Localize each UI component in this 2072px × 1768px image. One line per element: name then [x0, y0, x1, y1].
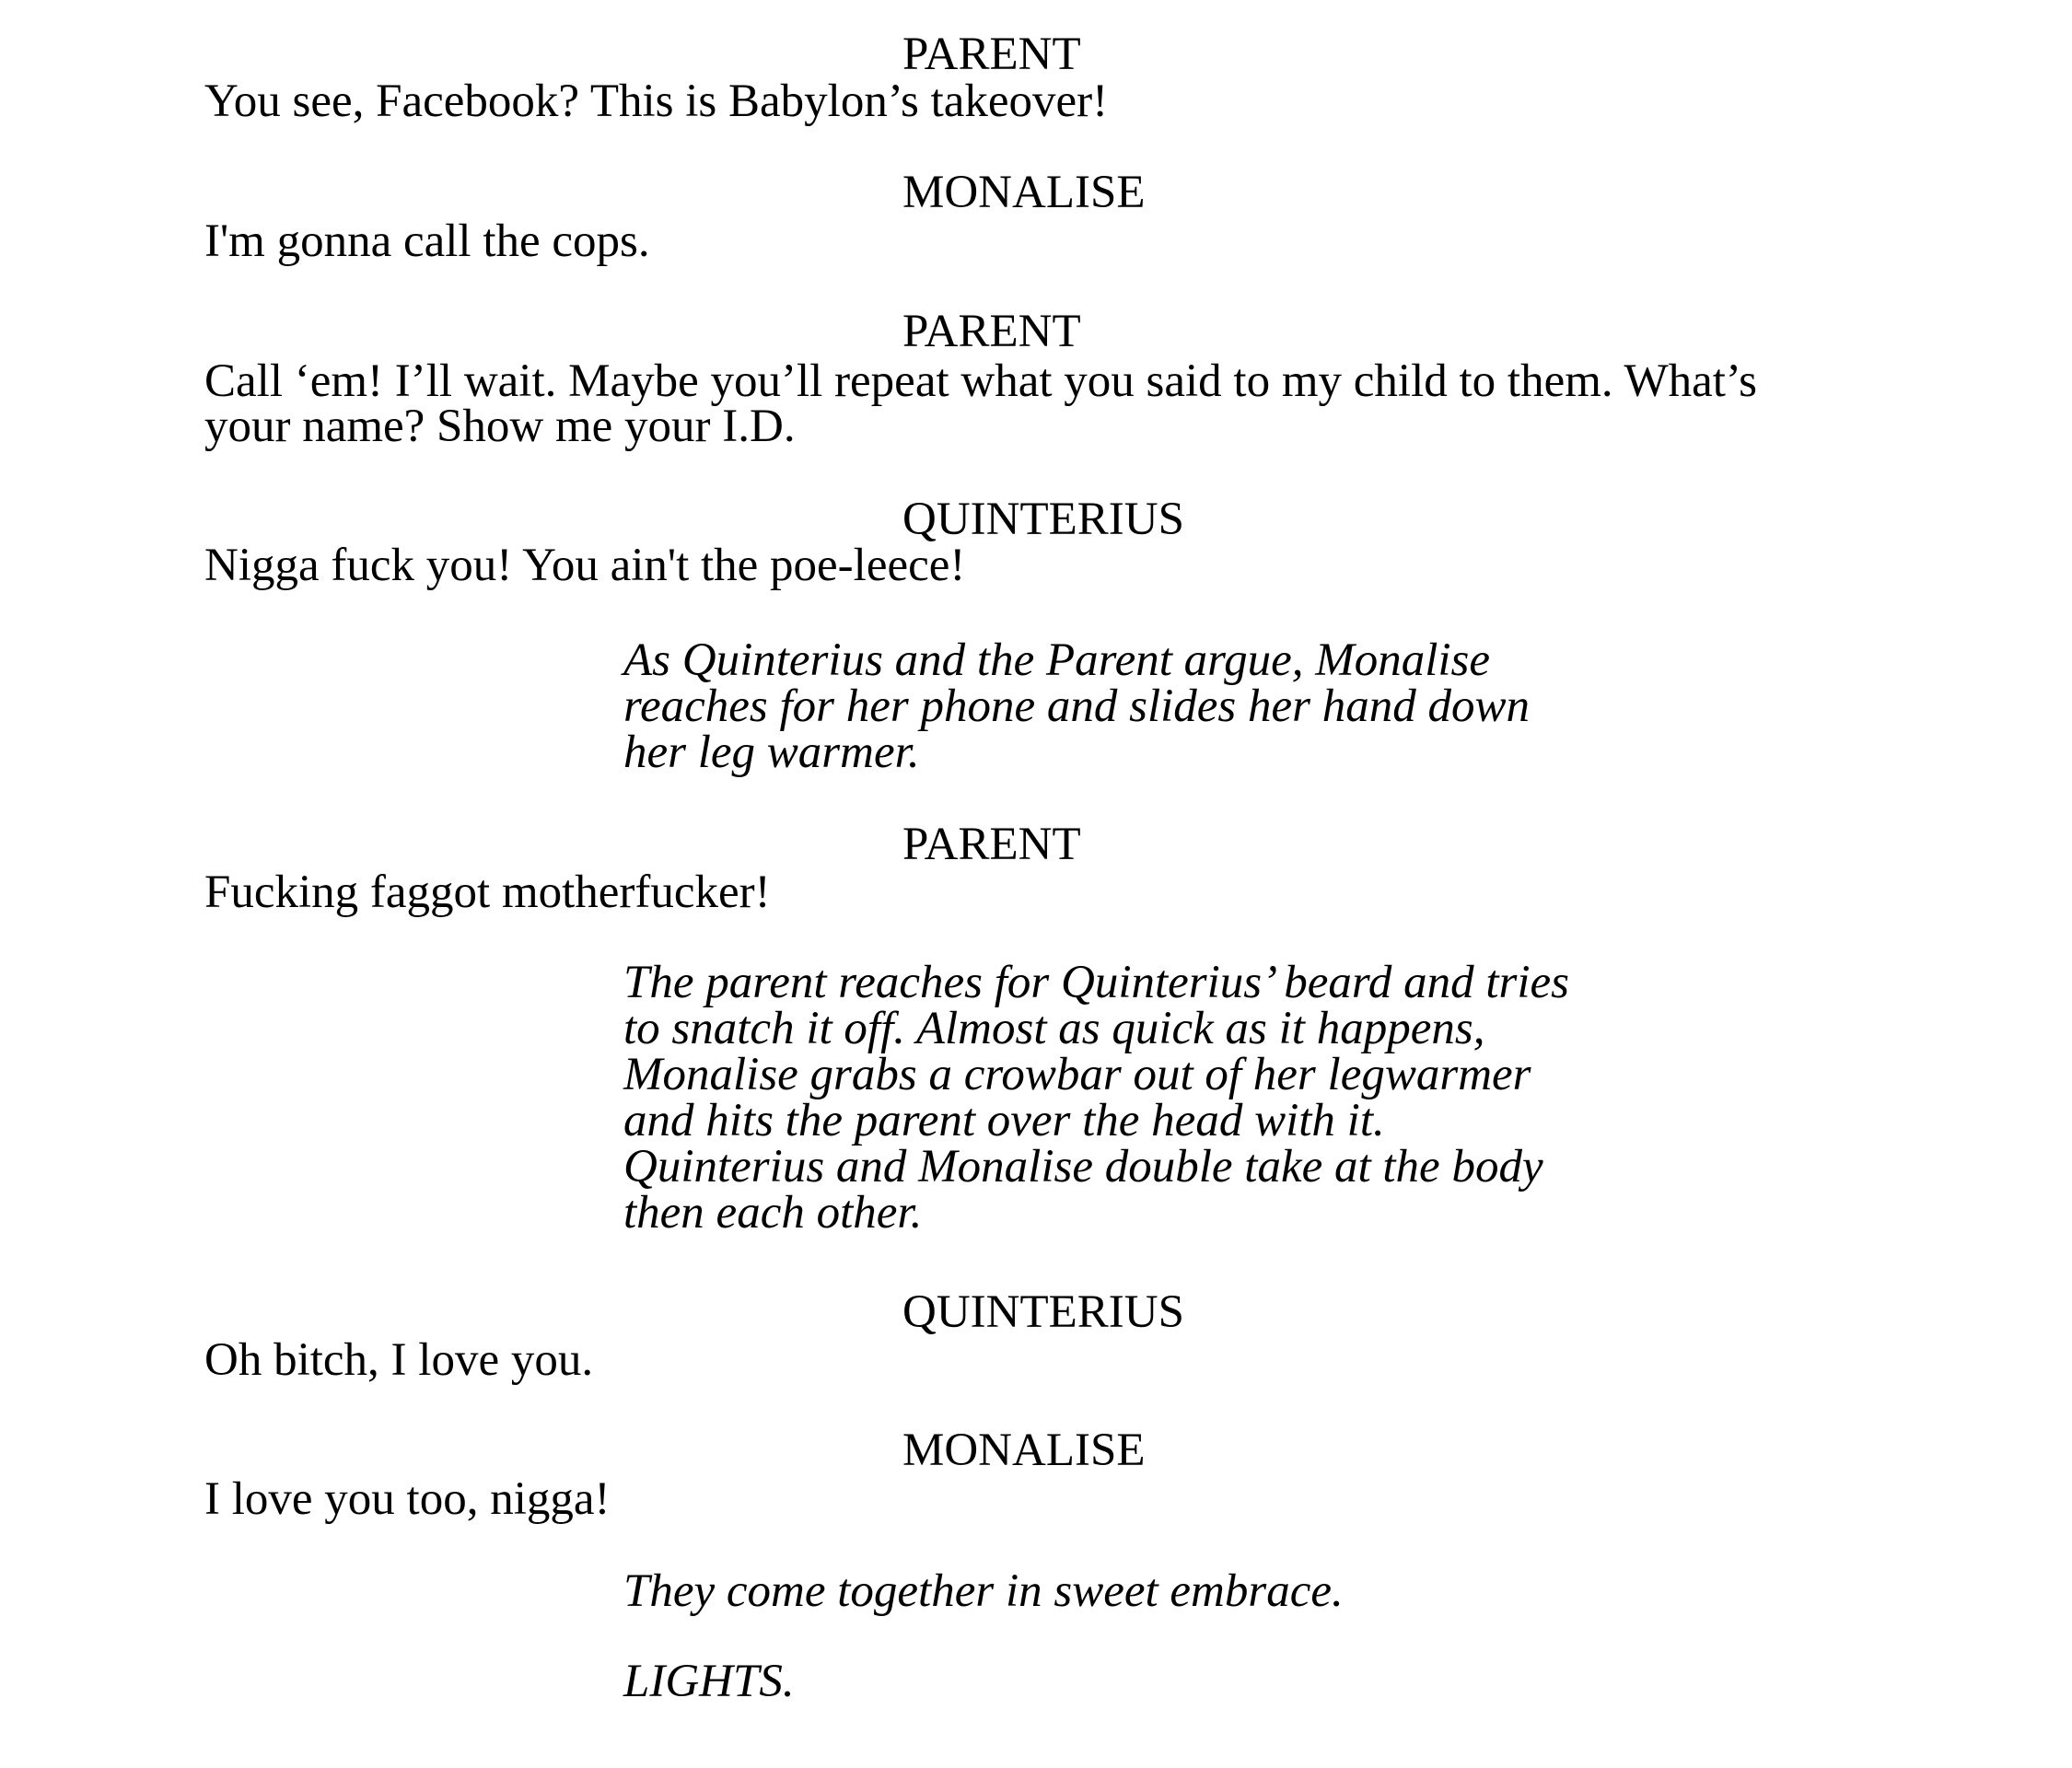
stage-direction	[623, 634, 1729, 778]
character-name-monalise: MONALISE	[902, 167, 1146, 218]
dialogue-quinterius-2	[204, 1334, 1844, 1386]
direction-line: LIGHTS.	[623, 1656, 795, 1707]
dialogue-parent-1	[204, 76, 1844, 127]
character-name-parent: PARENT	[902, 29, 1081, 80]
stage-direction	[623, 957, 1729, 1239]
dialogue-parent-3	[204, 867, 1844, 918]
stage-direction	[623, 1565, 1729, 1617]
direction-line: and hits the parent over the head with it.	[623, 1095, 1385, 1146]
direction-line: reaches for her phone and slides her hand down	[623, 680, 1531, 732]
dialogue-quinterius-1	[204, 540, 1844, 591]
stage-direction-lights	[623, 1656, 1729, 1707]
dialogue-parent-2	[204, 355, 1844, 452]
direction-line: The parent reaches for Quinterius’ beard and tries	[623, 957, 1569, 1008]
direction-line: Quinterius and Monalise double take at the body	[623, 1141, 1543, 1192]
dialogue-line: Fucking faggot motherfucker!	[204, 867, 771, 918]
dialogue-line: I'm gonna call the cops.	[204, 215, 650, 267]
dialogue-line: You see, Facebook? This is Babylon’s takeover!	[204, 76, 1109, 127]
direction-line: They come together in sweet embrace.	[623, 1565, 1344, 1617]
dialogue-line: Call ‘em! I’ll wait. Maybe you’ll repeat what you said to my child to them. What’s	[204, 355, 1757, 407]
character-name-monalise: MONALISE	[902, 1425, 1146, 1476]
dialogue-line: Nigga fuck you! You ain't the poe-leece!	[204, 540, 966, 591]
direction-line: her leg warmer.	[623, 727, 920, 778]
dialogue-line: your name? Show me your I.D.	[204, 401, 796, 452]
character-name-quinterius: QUINTERIUS	[902, 494, 1184, 545]
dialogue-line: Oh bitch, I love you.	[204, 1334, 594, 1386]
character-name-parent: PARENT	[902, 819, 1081, 870]
direction-line: then each other.	[623, 1187, 923, 1239]
dialogue-monalise-2	[204, 1473, 1844, 1525]
character-name-quinterius: QUINTERIUS	[902, 1286, 1184, 1338]
direction-line: As Quinterius and the Parent argue, Monalise	[623, 634, 1491, 686]
character-name-parent: PARENT	[902, 306, 1081, 357]
direction-line: to snatch it off. Almost as quick as it happens,	[623, 1003, 1485, 1054]
dialogue-line: I love you too, nigga!	[204, 1473, 611, 1525]
dialogue-monalise-1	[204, 215, 1844, 267]
direction-line: Monalise grabs a crowbar out of her legwarmer	[623, 1049, 1531, 1100]
